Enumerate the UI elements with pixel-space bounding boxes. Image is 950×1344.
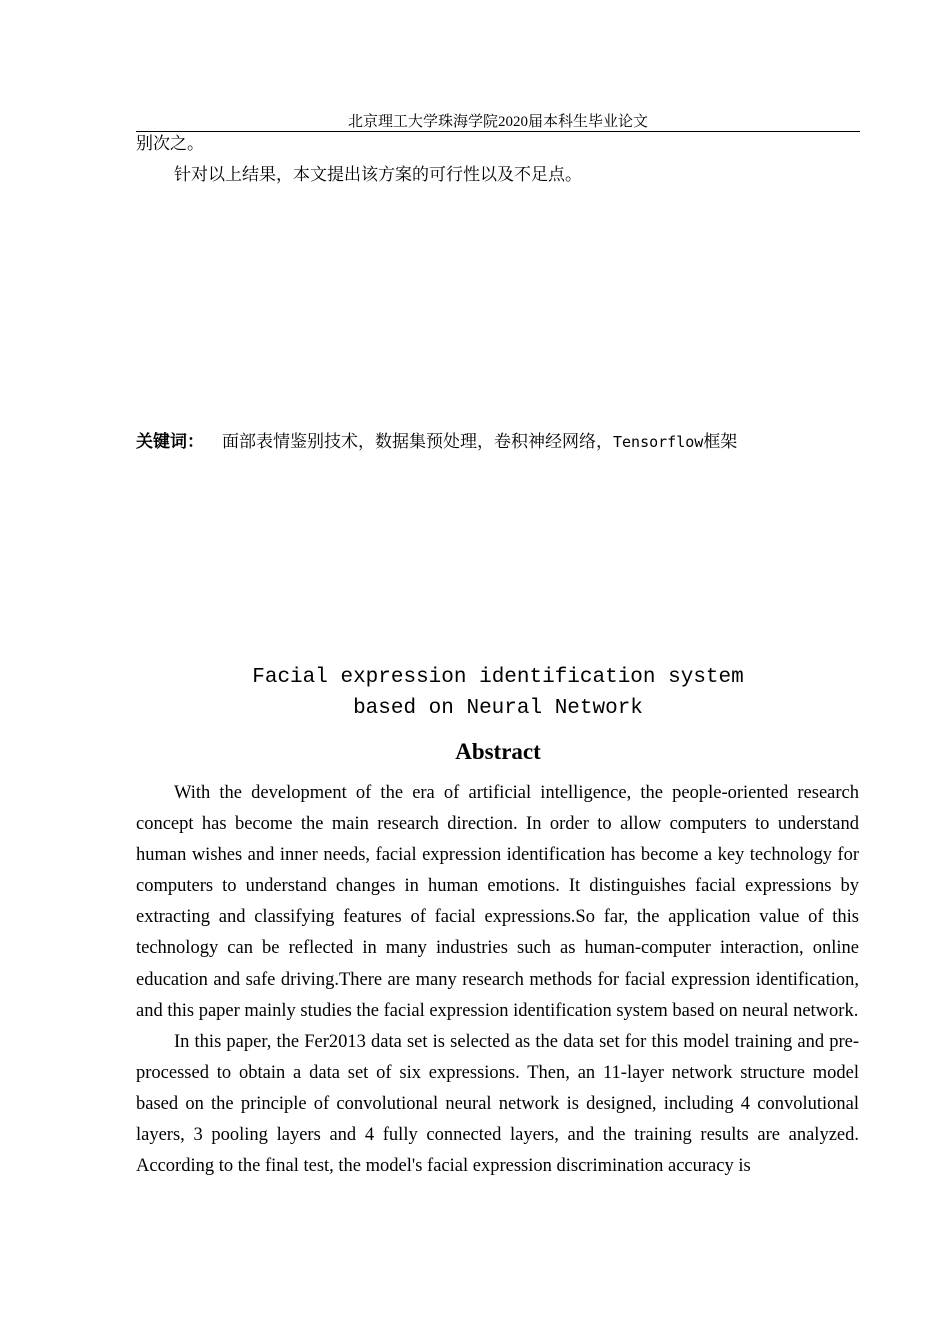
keywords-list-text: 面部表情鉴别技术，数据集预处理，卷积神经网络， xyxy=(222,432,613,451)
keywords-list-framework-name: Tensorflow xyxy=(613,433,704,451)
chinese-abstract-conclusion-line: 针对以上结果，本文提出该方案的可行性以及不足点。 xyxy=(174,165,582,184)
abstract-heading: Abstract xyxy=(455,739,541,764)
english-title-line-1: Facial expression identification system xyxy=(252,666,744,689)
header-rule xyxy=(136,131,860,132)
keywords-list-suffix: 框架 xyxy=(703,432,738,451)
running-header: 北京理工大学珠海学院2020届本科生毕业论文 xyxy=(347,114,648,130)
keywords-line xyxy=(136,430,737,454)
keywords-label: 关键词： xyxy=(136,432,204,452)
chinese-abstract-continued-line: 别次之。 xyxy=(136,134,204,153)
english-title-line-2: based on Neural Network xyxy=(353,697,643,720)
abstract-body xyxy=(136,778,859,1182)
abstract-paragraph: With the development of the era of artificial intelligence, the people-oriented research concept has become the main research direction. In order to allow computers to understand human wishes and inner needs, facial expression identification has become a key technology for computers to understand changes in human emotions. It distinguishes facial expressions by extracting and classifying features of facial expressions.So far, the application value of this technology can be reflected in many industries such as human-computer interaction, online education and safe driving.There are many research methods for facial expression identification, and this paper mainly studies the facial expression identification system based on neural network. xyxy=(136,783,859,1021)
abstract-paragraph: In this paper, the Fer2013 data set is selected as the data set for this model training and pre-processed to obtain a data set of six expressions. Then, an 11-layer network structure model based on the principle of convolutional neural network is designed, including 4 convolutional layers, 3 pooling layers and 4 fully connected layers, and the training results are analyzed. According to the final test, the model's facial expression discrimination accuracy is xyxy=(136,1031,859,1177)
